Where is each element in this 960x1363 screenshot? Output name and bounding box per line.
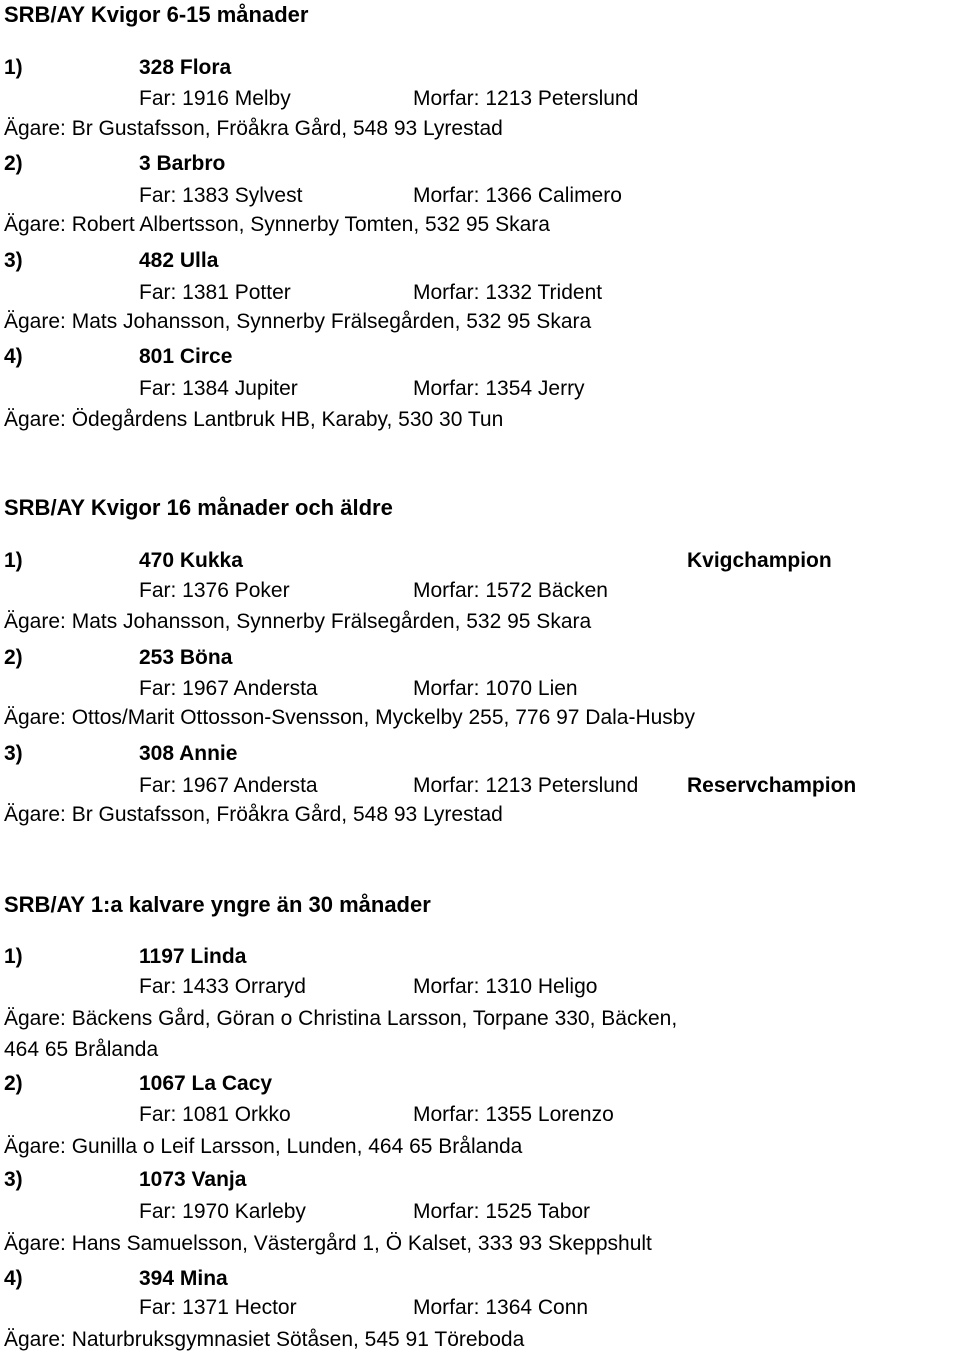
entry-far: Far: 1371 Hector xyxy=(139,1296,297,1319)
section-title: SRB/AY 1:a kalvare yngre än 30 månader xyxy=(4,892,431,917)
entry-owner: Ägare: Gunilla o Leif Larsson, Lunden, 464 65 Brålanda xyxy=(4,1135,523,1158)
entry-far: Far: 1381 Potter xyxy=(139,281,291,304)
entry-place: 2) xyxy=(4,152,23,175)
entry-morfar: Morfar: 1364 Conn xyxy=(413,1296,589,1319)
entry-morfar: Morfar: 1354 Jerry xyxy=(413,377,585,400)
entry-far: Far: 1376 Poker xyxy=(139,579,290,602)
entry-far: Far: 1433 Orraryd xyxy=(139,975,306,998)
entry-far: Far: 1081 Orkko xyxy=(139,1103,291,1126)
entry-morfar: Morfar: 1332 Trident xyxy=(413,281,603,304)
entry-name: 394 Mina xyxy=(139,1267,228,1290)
entry-place: 1) xyxy=(4,56,23,79)
entry-owner-continued: 464 65 Brålanda xyxy=(4,1038,159,1061)
entry-place: 2) xyxy=(4,1072,23,1095)
entry-owner: Ägare: Mats Johansson, Synnerby Frälsegården, 532 95 Skara xyxy=(4,610,592,633)
entry-place: 3) xyxy=(4,1168,23,1191)
entry-morfar: Morfar: 1366 Calimero xyxy=(413,184,622,207)
entry-name: 470 Kukka xyxy=(139,549,243,572)
entry-owner: Ägare: Br Gustafsson, Fröåkra Gård, 548 93 Lyrestad xyxy=(4,117,503,140)
entry-owner: Ägare: Naturbruksgymnasiet Sötåsen, 545 91 Töreboda xyxy=(4,1328,525,1351)
entry-name: 328 Flora xyxy=(139,56,232,79)
entry-name: 1067 La Cacy xyxy=(139,1072,273,1095)
entry-place: 2) xyxy=(4,646,23,669)
entry-far: Far: 1384 Jupiter xyxy=(139,377,298,400)
entry-morfar: Morfar: 1070 Lien xyxy=(413,677,578,700)
award-label: Kvigchampion xyxy=(687,549,832,572)
entry-name: 253 Böna xyxy=(139,646,233,669)
entry-owner: Ägare: Ödegårdens Lantbruk HB, Karaby, 530 30 Tun xyxy=(4,408,504,431)
entry-place: 1) xyxy=(4,549,23,572)
award-label: Reservchampion xyxy=(687,774,857,797)
entry-place: 4) xyxy=(4,345,23,368)
entry-morfar: Morfar: 1213 Peterslund xyxy=(413,87,639,110)
entry-name: 801 Circe xyxy=(139,345,233,368)
section-title: SRB/AY Kvigor 6-15 månader xyxy=(4,2,309,27)
entry-morfar: Morfar: 1310 Heligo xyxy=(413,975,598,998)
entry-morfar: Morfar: 1572 Bäcken xyxy=(413,579,608,602)
entry-far: Far: 1967 Andersta xyxy=(139,774,318,797)
entry-far: Far: 1916 Melby xyxy=(139,87,291,110)
entry-place: 3) xyxy=(4,742,23,765)
entry-name: 482 Ulla xyxy=(139,249,219,272)
entry-far: Far: 1967 Andersta xyxy=(139,677,318,700)
entry-name: 3 Barbro xyxy=(139,152,226,175)
entry-far: Far: 1383 Sylvest xyxy=(139,184,303,207)
entry-name: 1073 Vanja xyxy=(139,1168,247,1191)
entry-morfar: Morfar: 1525 Tabor xyxy=(413,1200,591,1223)
entry-owner: Ägare: Ottos/Marit Ottosson-Svensson, Myckelby 255, 776 97 Dala-Husby xyxy=(4,706,695,729)
entry-place: 1) xyxy=(4,945,23,968)
entry-morfar: Morfar: 1213 Peterslund xyxy=(413,774,639,797)
entry-owner: Ägare: Br Gustafsson, Fröåkra Gård, 548 93 Lyrestad xyxy=(4,803,503,826)
entry-morfar: Morfar: 1355 Lorenzo xyxy=(413,1103,614,1126)
entry-owner: Ägare: Robert Albertsson, Synnerby Tomten, 532 95 Skara xyxy=(4,213,550,236)
entry-owner: Ägare: Hans Samuelsson, Västergård 1, Ö Kalset, 333 93 Skeppshult xyxy=(4,1232,652,1255)
entry-place: 4) xyxy=(4,1267,23,1290)
entry-name: 308 Annie xyxy=(139,742,238,765)
section-title: SRB/AY Kvigor 16 månader och äldre xyxy=(4,495,393,520)
entry-name: 1197 Linda xyxy=(139,945,247,968)
entry-far: Far: 1970 Karleby xyxy=(139,1200,306,1223)
entry-owner: Ägare: Mats Johansson, Synnerby Frälsegården, 532 95 Skara xyxy=(4,310,592,333)
entry-place: 3) xyxy=(4,249,23,272)
entry-owner: Ägare: Bäckens Gård, Göran o Christina Larsson, Torpane 330, Bäcken, xyxy=(4,1007,678,1030)
